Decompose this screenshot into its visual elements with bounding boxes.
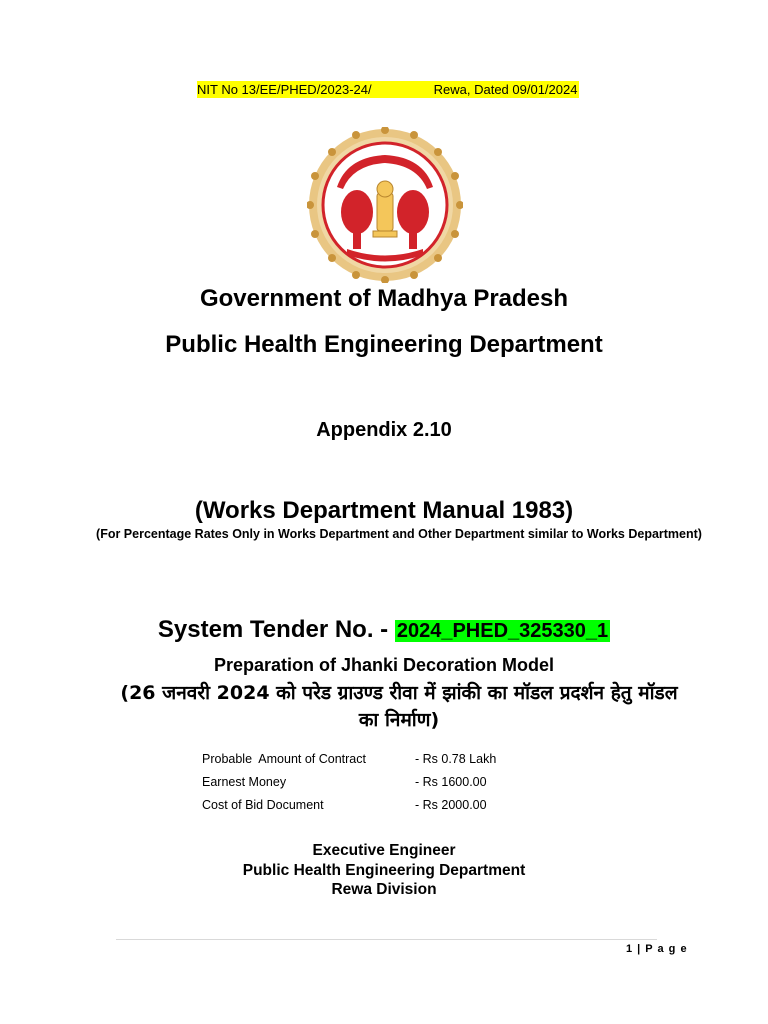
nit-date: Rewa, Dated 09/01/2024: [433, 82, 578, 97]
amount-label: Earnest Money: [202, 775, 287, 789]
amount-value: - Rs 1600.00: [415, 775, 487, 789]
tender-label: System Tender No. -: [157, 616, 395, 643]
amount-value: - Rs 0.78 Lakh: [415, 752, 497, 766]
manual-subtitle: (For Percentage Rates Only in Works Department and Other Department similar to Works Department): [96, 527, 702, 541]
work-name-hindi: (26 जनवरी 2024 को परेड ग्राउण्ड रीवा में झांकी का मॉडल प्रदर्शन हेतु मॉडल का निर्माण): [120, 682, 678, 731]
designation: Executive Engineer: [312, 842, 456, 859]
amount-row: [202, 798, 487, 812]
amount-label: Cost of Bid Document: [202, 798, 324, 812]
amount-row: [202, 775, 487, 789]
appendix-heading: Appendix 2.10: [316, 419, 452, 441]
amount-label: Probable Amount of Contract: [202, 752, 366, 766]
manual-title: (Works Department Manual 1983): [194, 497, 574, 524]
division: Rewa Division: [331, 881, 437, 898]
page-number: 1 | P a g e: [626, 943, 688, 955]
government-title: Government of Madhya Pradesh: [199, 285, 569, 312]
nit-header: [197, 81, 579, 98]
department-title: Public Health Engineering Department: [165, 331, 603, 358]
amount-value: - Rs 2000.00: [415, 798, 487, 812]
amount-row: [202, 752, 497, 766]
work-name-english: Preparation of Jhanki Decoration Model: [213, 655, 555, 675]
system-tender: [0, 616, 768, 644]
tender-number: 2024_PHED_325330_1: [396, 620, 609, 642]
mp-government-seal: [307, 127, 463, 283]
signing-department: Public Health Engineering Department: [242, 862, 526, 879]
nit-number: NIT No 13/EE/PHED/2023-24/: [197, 82, 372, 97]
ashoka-pillar-icon: [373, 181, 397, 237]
footer-divider: [116, 939, 657, 940]
